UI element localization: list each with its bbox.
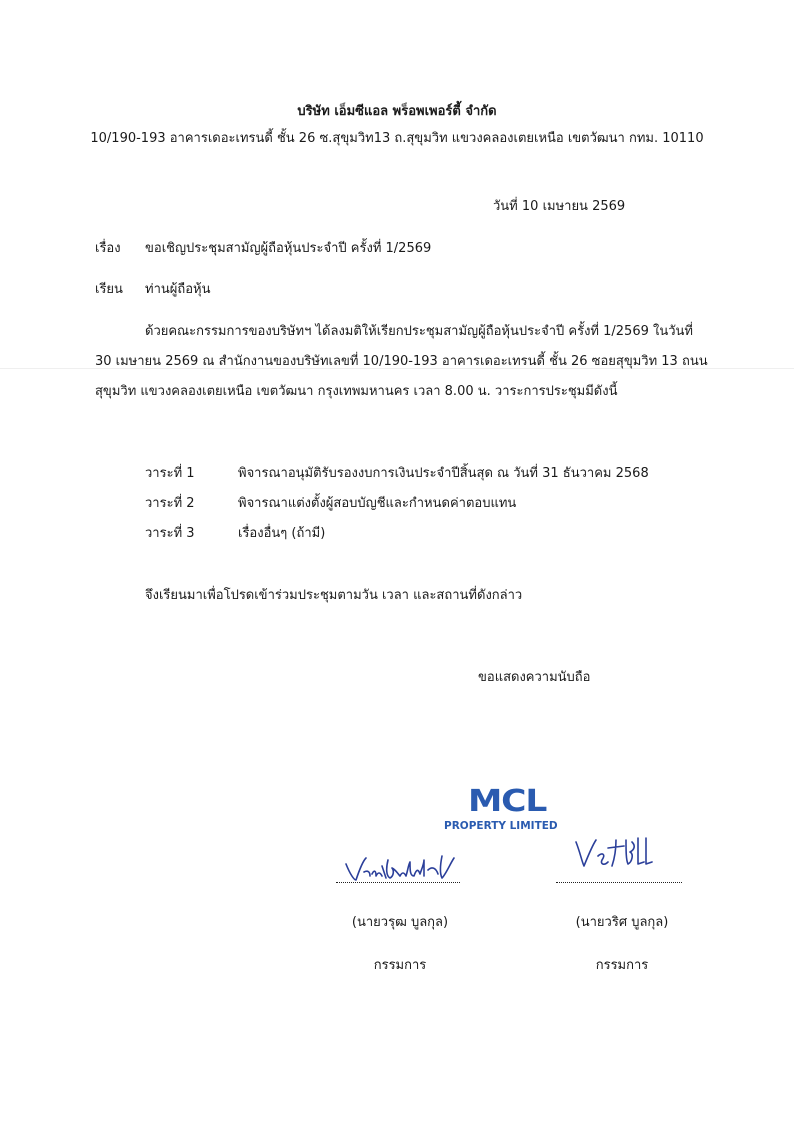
agenda-text-3: เรื่องอื่นๆ (ถ้ามี)	[238, 526, 326, 541]
salutation-label: เรียน	[95, 282, 123, 297]
company-name: บริษัท เอ็มซีแอล พร็อพเพอร์ตี้ จำกัด	[297, 104, 497, 119]
agenda-label-3: วาระที่ 3	[145, 526, 195, 541]
closing-text: ขอแสดงความนับถือ	[478, 670, 591, 685]
company-logo-subtitle: PROPERTY LIMITED	[444, 820, 558, 832]
company-address: 10/190-193 อาคารเดอะเทรนดี้ ชั้น 26 ซ.สุขุมวิท13 ถ.สุขุมวิท แขวงคลองเตยเหนือ เขตวัฒนา กทม. 10110	[90, 131, 704, 146]
subject-label: เรื่อง	[95, 241, 121, 256]
signatory-name-2: (นายวริศ บูลกุล)	[575, 915, 669, 930]
signature-line-1	[336, 882, 460, 883]
agenda-label-1: วาระที่ 1	[145, 466, 195, 481]
signature-2	[572, 836, 654, 872]
signature-1	[342, 852, 467, 886]
signatory-name-1: (นายวรุฒ บูลกุล)	[351, 915, 449, 930]
invitation-text: จึงเรียนมาเพื่อโปรดเข้าร่วมประชุมตามวัน เวลา และสถานที่ดังกล่าว	[145, 588, 523, 603]
salutation-text: ท่านผู้ถือหุ้น	[145, 282, 211, 297]
signatory-title-1: กรรมการ	[373, 958, 427, 973]
subject-text: ขอเชิญประชุมสามัญผู้ถือหุ้นประจำปี ครั้งที่ 1/2569	[145, 241, 432, 256]
body-line-1: ด้วยคณะกรรมการของบริษัทฯ ได้ลงมติให้เรียกประชุมสามัญผู้ถือหุ้นประจำปี ครั้งที่ 1/2569 ในวันที่	[145, 324, 693, 339]
signature-line-2	[556, 882, 682, 883]
agenda-label-2: วาระที่ 2	[145, 496, 195, 511]
body-line-3: สุขุมวิท แขวงคลองเตยเหนือ เขตวัฒนา กรุงเทพมหานคร เวลา 8.00 น. วาระการประชุมมีดังนี้	[95, 384, 618, 399]
letter-date: วันที่ 10 เมษายน 2569	[493, 199, 626, 214]
agenda-text-1: พิจารณาอนุมัติรับรองงบการเงินประจำปีสิ้นสุด ณ วันที่ 31 ธันวาคม 2568	[238, 466, 649, 481]
body-line-2: 30 เมษายน 2569 ณ สำนักงานของบริษัทเลขที่ 10/190-193 อาคารเดอะเทรนดี้ ชั้น 26 ซอยสุขุมวิท 13 ถนน	[95, 354, 708, 369]
agenda-text-2: พิจารณาแต่งตั้งผู้สอบบัญชีและกำหนดค่าตอบแทน	[238, 496, 517, 511]
company-logo-stamp: MCL	[468, 784, 547, 819]
signatory-title-2: กรรมการ	[595, 958, 649, 973]
